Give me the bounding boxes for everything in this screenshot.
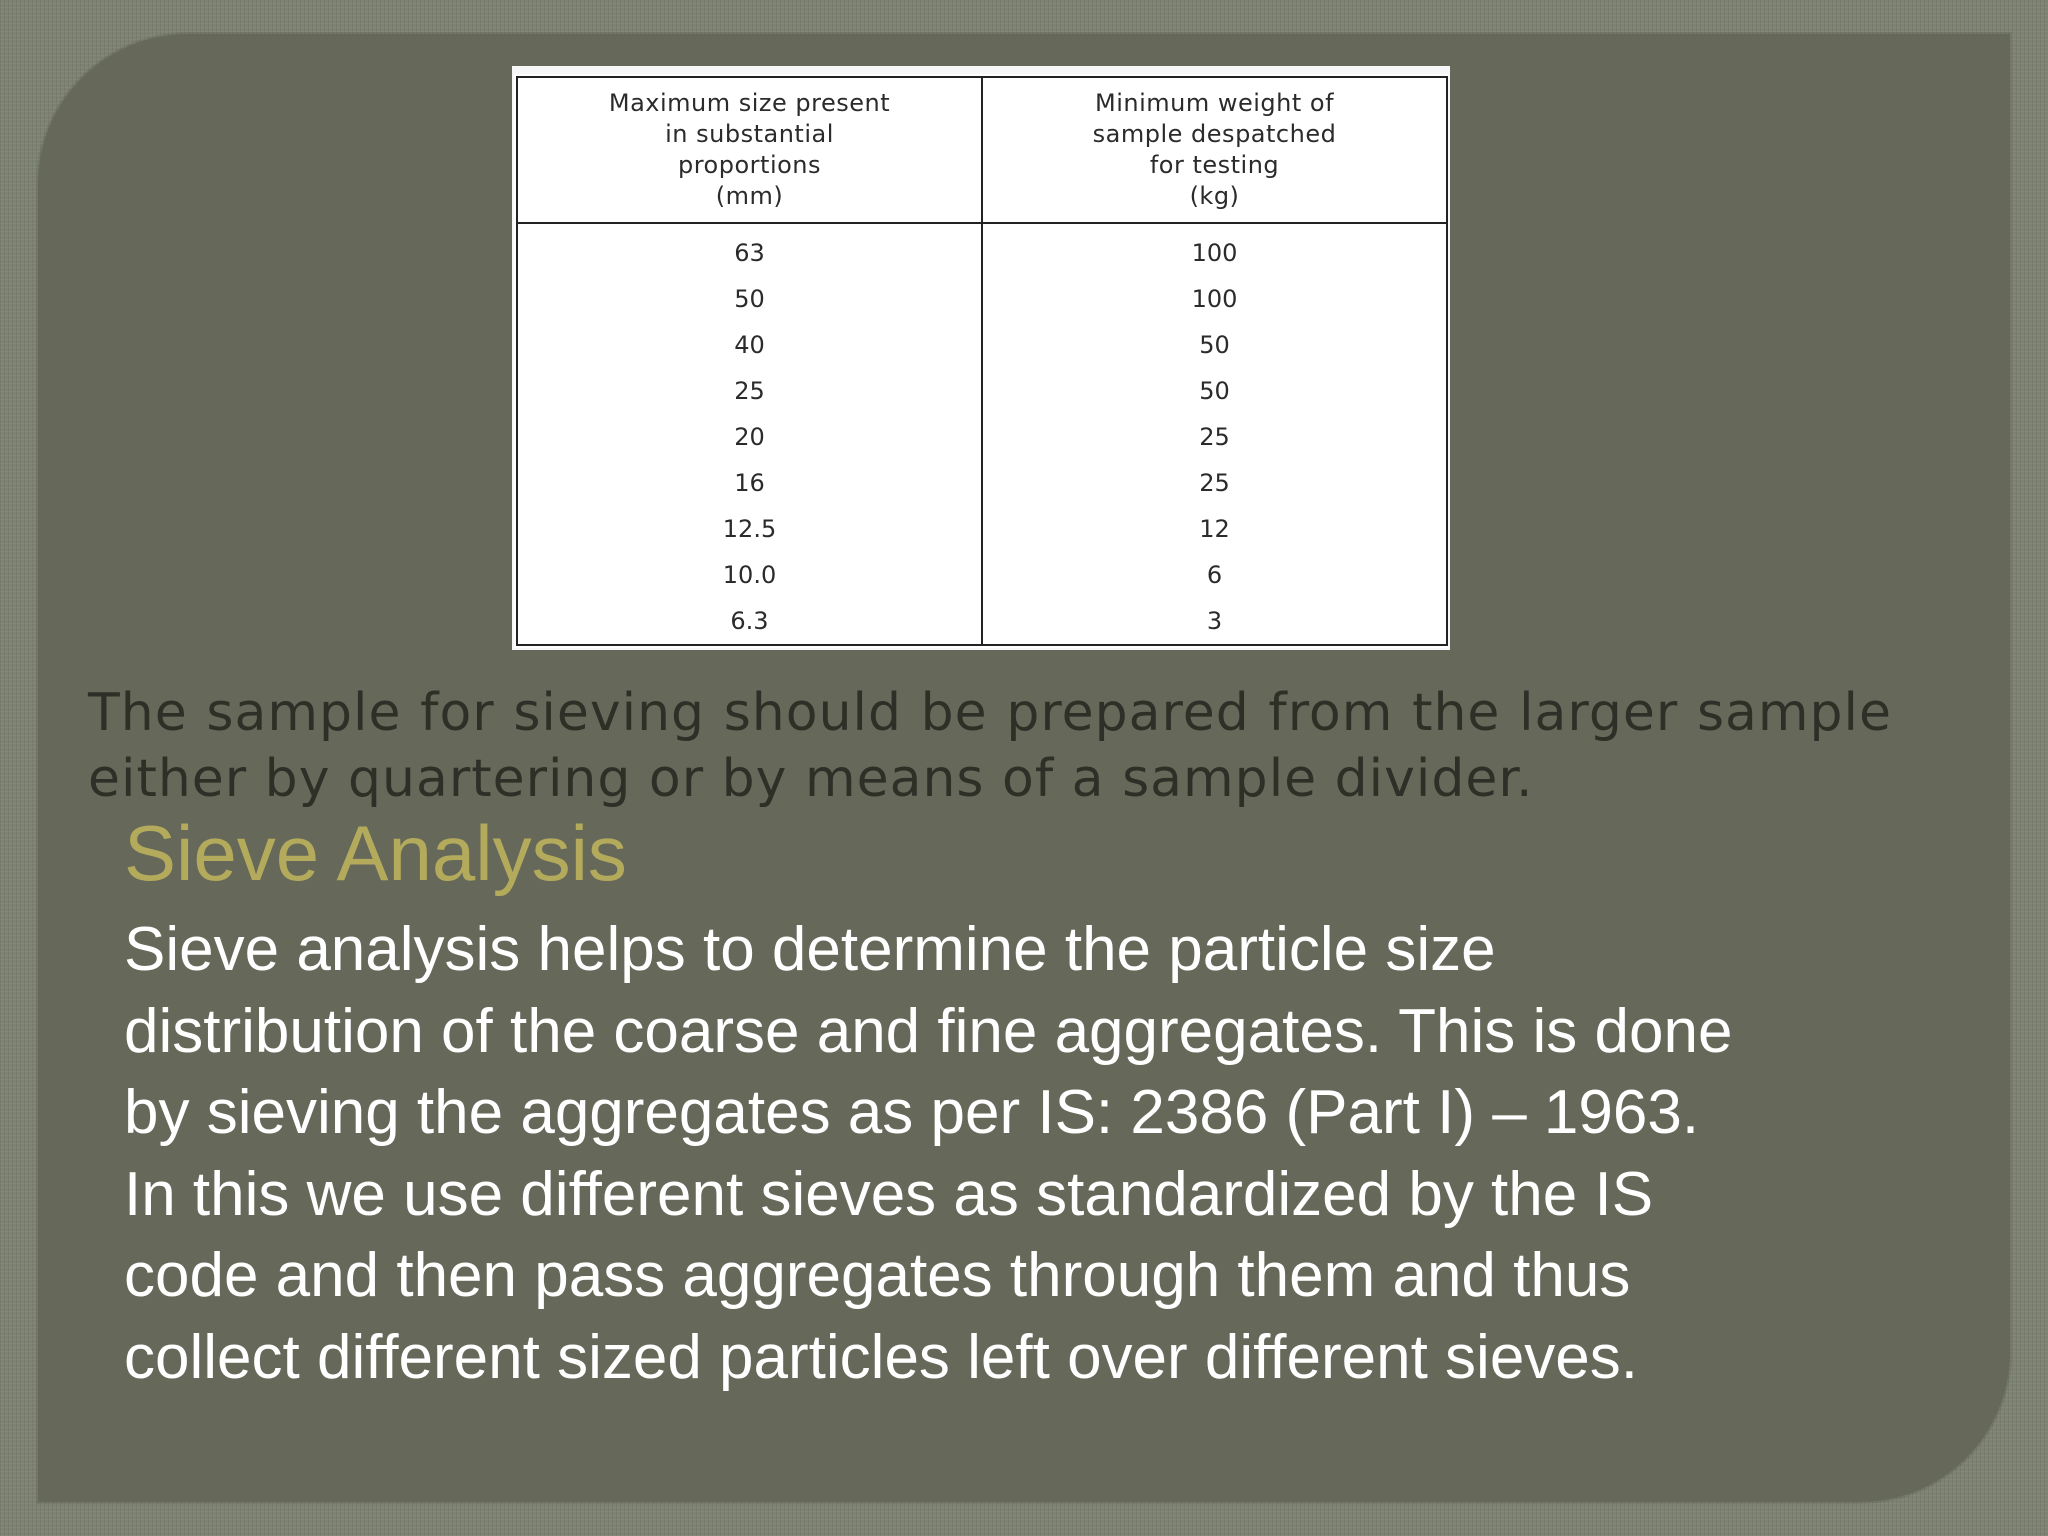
table-cell-size: 40	[517, 322, 982, 368]
table-cell-size: 20	[517, 414, 982, 460]
sample-weight-table-image	[512, 66, 1450, 650]
table-cell-size: 63	[517, 223, 982, 276]
table-row	[517, 322, 1447, 368]
body-line: In this we use different sieves as standardized by the IS	[124, 1159, 1654, 1229]
table-cell-size: 6.3	[517, 598, 982, 645]
table-cell-weight: 100	[1191, 285, 1238, 314]
table-cell-weight: 50	[1199, 331, 1230, 360]
table-cell-size: 10.0	[517, 552, 982, 598]
table-cell-weight: 100	[1191, 239, 1238, 268]
table-row	[517, 223, 1447, 276]
table-cell-weight: 25	[1199, 468, 1230, 497]
table-row	[517, 368, 1447, 414]
table-cell-weight: 50	[1199, 377, 1230, 406]
table-row	[517, 276, 1447, 322]
table-cell-size: 25	[517, 368, 982, 414]
body-line: collect different sized particles left over different sieves.	[124, 1322, 1639, 1392]
body-line: Sieve analysis helps to determine the particle size	[124, 915, 1496, 984]
table-cell-weight: 3	[1206, 606, 1223, 635]
body-line: code and then pass aggregates through them and thus	[124, 1241, 1631, 1310]
body-paragraph	[124, 909, 1924, 1398]
table-cell-size: 50	[517, 276, 982, 322]
table-row	[517, 414, 1447, 460]
table-cell-size: 16	[517, 460, 982, 506]
header-maximum-size: Maximum size present in substantial proportions (mm)	[517, 77, 982, 223]
table-header-row	[517, 77, 1447, 223]
section-title: Sieve Analysis	[124, 809, 627, 897]
table-cell-size: 12.5	[517, 506, 982, 552]
table-cell-weight: 12	[1199, 514, 1230, 543]
table-cell-weight: 25	[1199, 423, 1230, 451]
header-minimum-weight: Minimum weight of sample despatched for testing (kg)	[982, 77, 1447, 223]
body-line: distribution of the coarse and fine aggregates. This is done	[124, 996, 1733, 1066]
sample-weight-table	[516, 76, 1448, 646]
table-cell-weight: 6	[1206, 560, 1223, 589]
table-row	[517, 506, 1447, 552]
body-line: by sieving the aggregates as per IS: 2386 (Part I) – 1963.	[124, 1078, 1700, 1147]
table-row	[517, 598, 1447, 645]
intro-paragraph: The sample for sieving should be prepared from the larger sample either by quartering or by means of a sample divider.	[88, 683, 1892, 809]
table-row	[517, 552, 1447, 598]
table-row	[517, 460, 1447, 506]
